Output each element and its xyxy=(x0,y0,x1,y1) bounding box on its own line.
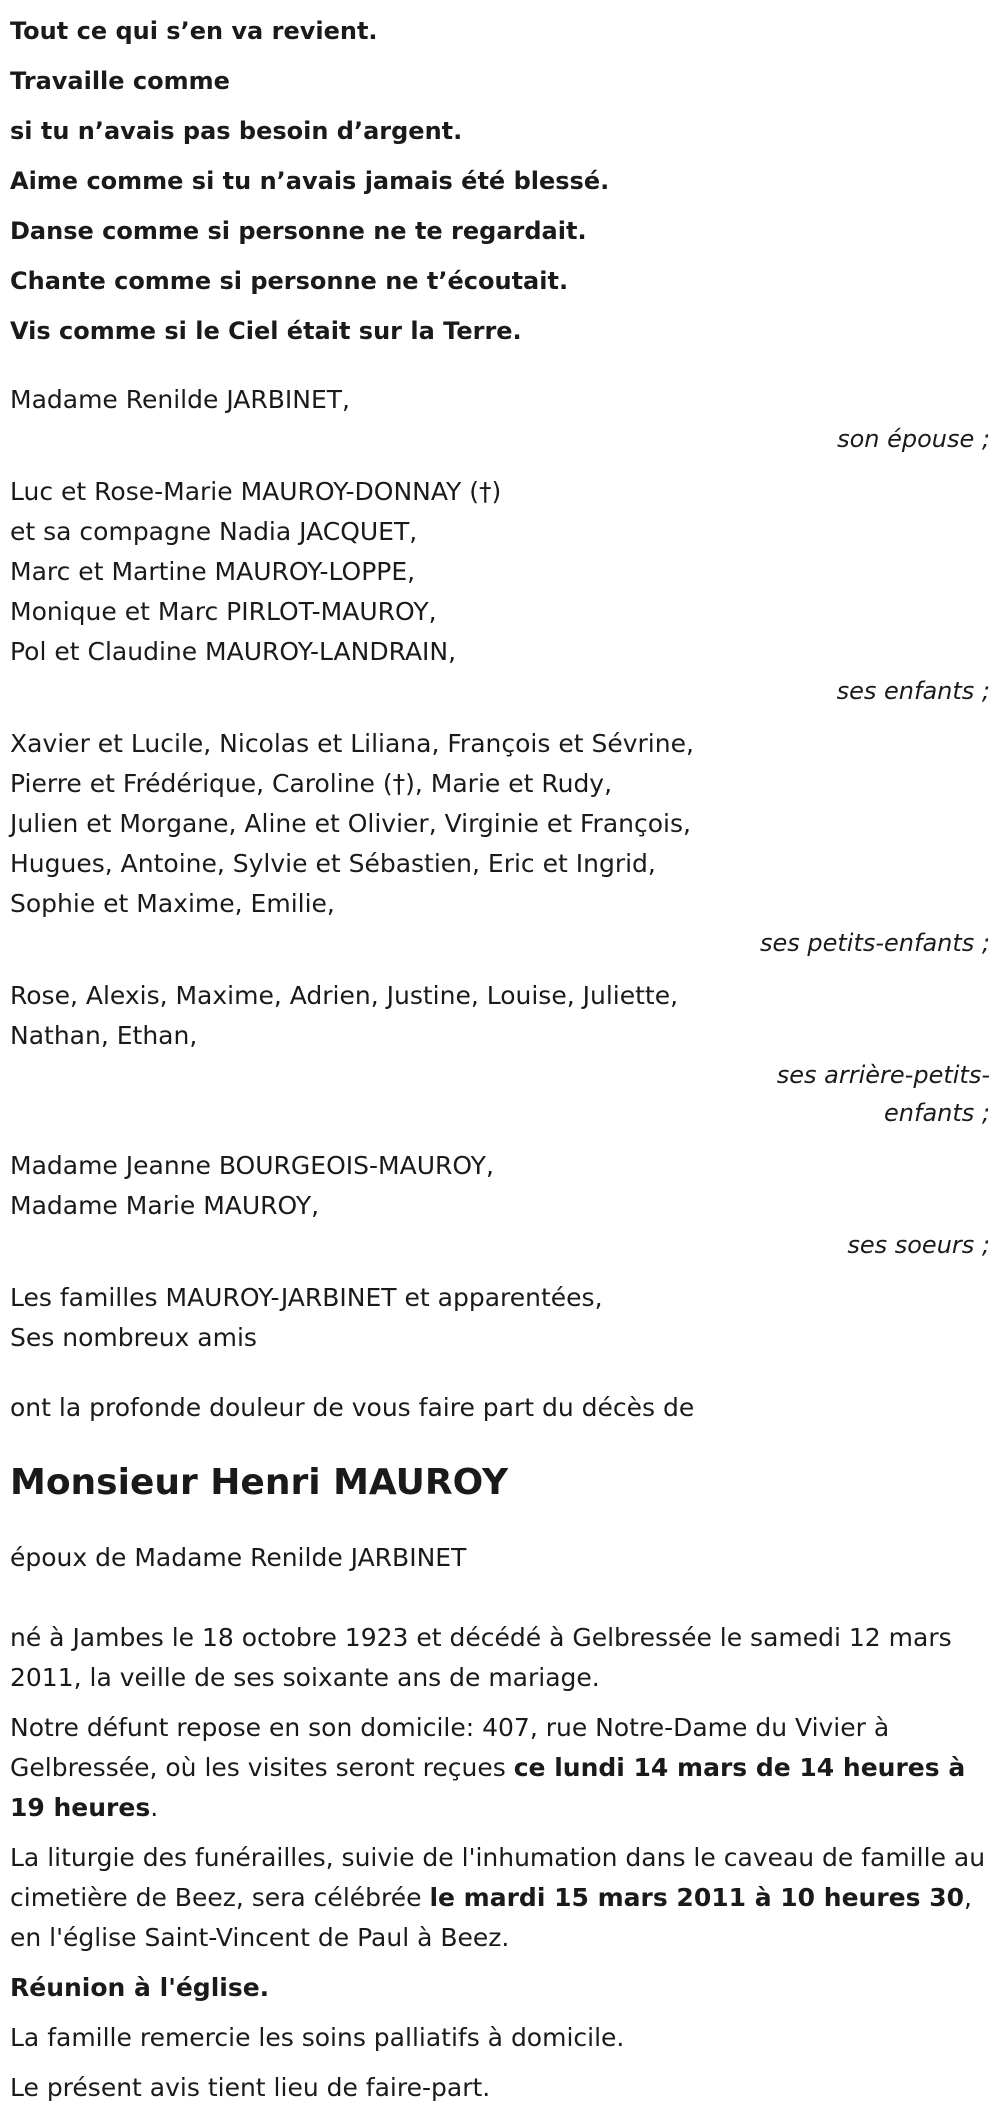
sisters-role: ses soeurs ; xyxy=(847,1231,990,1259)
deceased-name: Monsieur Henri MAUROY xyxy=(10,1462,509,1503)
great-grandchildren-role-1: ses arrière-petits- xyxy=(776,1061,990,1089)
birth-death: né à Jambes le 18 octobre 1923 et décédé à Gelbressée le samedi 12 mars 2011, la veille de ses soixante ans de mariage. xyxy=(10,1623,952,1692)
others-line: Ses nombreux amis xyxy=(10,1323,257,1352)
obituary-content xyxy=(10,6,990,2108)
notice: Le présent avis tient lieu de faire-part. xyxy=(10,2073,491,2102)
others-line: Les familles MAUROY-JARBINET et apparentées, xyxy=(10,1283,603,1312)
children-role: ses enfants ; xyxy=(836,677,990,705)
sister-line: Madame Marie MAUROY, xyxy=(10,1191,320,1220)
poem xyxy=(10,6,990,356)
grandchild-line: Xavier et Lucile, Nicolas et Liliana, François et Sévrine, xyxy=(10,729,694,758)
child-line: Luc et Rose-Marie MAUROY-DONNAY (†) xyxy=(10,477,502,506)
poem-line: Vis comme si le Ciel était sur la Terre. xyxy=(10,317,522,345)
grandchild-line: Hugues, Antoine, Sylvie et Sébastien, Eric et Ingrid, xyxy=(10,849,656,878)
thanks: La famille remercie les soins palliatifs à domicile. xyxy=(10,2023,625,2052)
spouse-group xyxy=(10,380,990,458)
great-grandchild-line: Nathan, Ethan, xyxy=(10,1021,198,1050)
gathering: Réunion à l'église. xyxy=(10,1973,270,2002)
funeral-text: La liturgie des funérailles, suivie de l'inhumation dans le caveau de famille au cimetière de Beez, sera célébrée xyxy=(10,1843,986,1912)
great-grandchild-line: Rose, Alexis, Maxime, Adrien, Justine, Louise, Juliette, xyxy=(10,981,679,1010)
announcement: ont la profonde douleur de vous faire part du décès de xyxy=(10,1393,695,1422)
spouse-of: époux de Madame Renilde JARBINET xyxy=(10,1543,467,1572)
children-group xyxy=(10,472,990,710)
visitation-end: . xyxy=(150,1793,159,1822)
grandchild-line: Pierre et Frédérique, Caroline (†), Marie et Rudy, xyxy=(10,769,613,798)
great-grandchildren-role-2: enfants ; xyxy=(884,1099,990,1127)
poem-line: Tout ce qui s’en va revient. xyxy=(10,17,378,45)
funeral-time: le mardi 15 mars 2011 à 10 heures 30 xyxy=(429,1883,964,1912)
visitation-paragraph xyxy=(10,1708,990,1828)
others-group xyxy=(10,1278,990,1358)
poem-line: si tu n’avais pas besoin d’argent. xyxy=(10,117,463,145)
sisters-group xyxy=(10,1146,990,1264)
sister-line: Madame Jeanne BOURGEOIS-MAUROY, xyxy=(10,1151,494,1180)
great-grandchildren-group xyxy=(10,976,990,1132)
child-line: Marc et Martine MAUROY-LOPPE, xyxy=(10,557,416,586)
child-line: Pol et Claudine MAUROY-LANDRAIN, xyxy=(10,637,457,666)
grandchildren-group xyxy=(10,724,990,962)
grandchild-line: Julien et Morgane, Aline et Olivier, Virginie et François, xyxy=(10,809,691,838)
poem-line: Aime comme si tu n’avais jamais été blessé. xyxy=(10,167,610,195)
grandchild-line: Sophie et Maxime, Emilie, xyxy=(10,889,335,918)
child-line: et sa compagne Nadia JACQUET, xyxy=(10,517,418,546)
spouse-name: Madame Renilde JARBINET, xyxy=(10,385,350,414)
poem-line: Chante comme si personne ne t’écoutait. xyxy=(10,267,569,295)
poem-line: Travaille comme xyxy=(10,67,230,95)
child-line: Monique et Marc PIRLOT-MAUROY, xyxy=(10,597,437,626)
visitation-text: Notre défunt repose en son domicile: 407, rue Notre-Dame du Vivier à Gelbressée, où les visites seront reçues xyxy=(10,1713,890,1782)
funeral-end: , en l'église Saint-Vincent de Paul à Beez. xyxy=(10,1883,972,1952)
visitation-time: ce lundi 14 mars de 14 heures à 19 heures xyxy=(10,1753,966,1822)
grandchildren-role: ses petits-enfants ; xyxy=(759,929,990,957)
poem-line: Danse comme si personne ne te regardait. xyxy=(10,217,587,245)
funeral-paragraph xyxy=(10,1838,990,1958)
spouse-role: son épouse ; xyxy=(837,425,990,453)
